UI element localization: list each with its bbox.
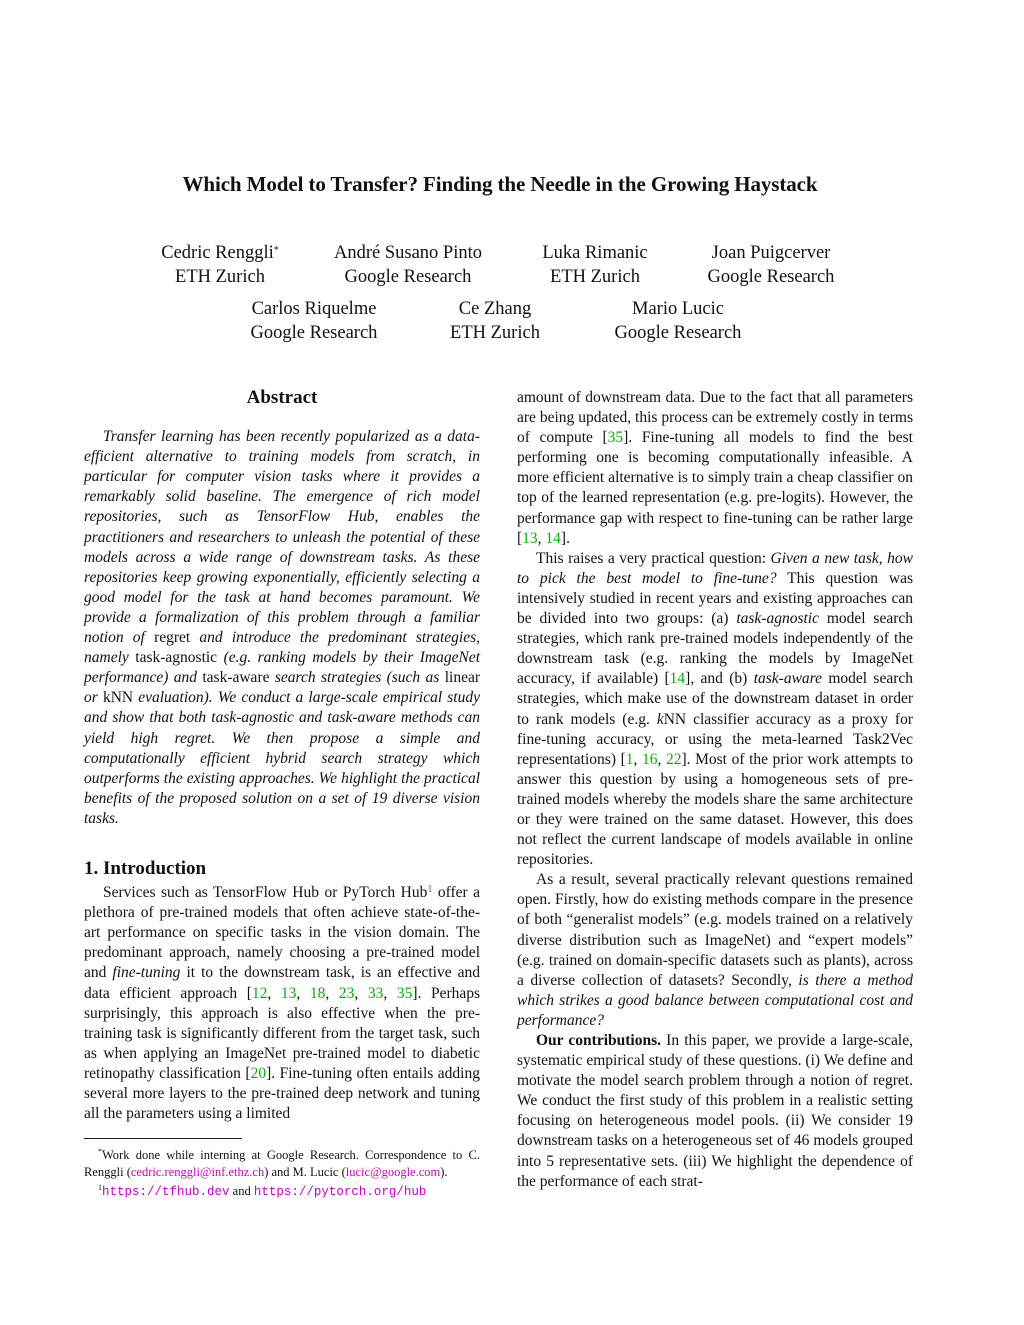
- url-link[interactable]: https://tfhub.dev: [102, 1185, 230, 1200]
- footnote-one: $^1$https://tfhub.dev and https://pytorch.org/hub: [98, 1183, 427, 1200]
- author-name: Mario Lucic: [632, 299, 724, 319]
- citation-link[interactable]: 23: [338, 984, 355, 1002]
- author-affiliation: ETH Zurich: [450, 323, 540, 343]
- body-paragraph: This raises a very practical question: Given a new task, how to pick the best model to fine-tune? This question was intensively studied in recent years and existing approaches can be divided into two groups: (a) task-agnostic model search strategies, which rank pre-trained models independently of the downstream task (e.g. ranking the models by ImageNet accuracy, if available) [14], and (b) task-aware model search strategies, which make use of the downstream dataset in order to rank models (e.g. kNN classifier accuracy as a proxy for fine-tuning accuracy, or using the meta-learned Task2Vec representations) [1, 16, 22]. Most of the prior work attempts to answer this question by using a homogeneous sets of pre-trained models whereby the models share the same architecture or they were trained on the same dataset. However, this does not reflect the current landscape of models available in online repositories.: [517, 549, 914, 869]
- author-block: [238, 297, 390, 345]
- body-paragraph: Our contributions. In this paper, we provide a large-scale, systematic empirical study of these questions. (i) We define and motivate the model search problem through a notion of regret. We conduct the first study of this problem in a realistic setting focusing on heterogeneous model pools. (ii) We consider 19 downstream tasks on a heterogeneous set of 46 models grouped into 5 representative sets. (iii) We highlight the dependence of the performance of each strat-: [517, 1032, 913, 1190]
- author-block: [602, 297, 754, 345]
- author-affiliation: Google Research: [707, 267, 835, 287]
- author-affiliation: Google Research: [344, 267, 472, 287]
- citation-link[interactable]: 16: [641, 750, 658, 768]
- citation-link[interactable]: 18: [309, 984, 326, 1002]
- section-heading: 1. Introduction: [84, 857, 207, 879]
- body-paragraph: As a result, several practically relevant questions remained open. Firstly, how do existing methods compare in the presence of both “generalist models” (e.g. models trained on a relatively diverse distribution such as ImageNet) and “expert models” (e.g. trained on domain-specific datasets such as plants), across a diverse collection of datasets? Secondly, is there a method which strikes a good balance between computational cost and performance?: [517, 871, 914, 1029]
- citation-link[interactable]: 1: [625, 750, 634, 768]
- citation-link[interactable]: 13: [280, 984, 297, 1002]
- author-block: [695, 241, 847, 289]
- citation-link[interactable]: 22: [665, 750, 682, 768]
- citation-link[interactable]: 14: [545, 529, 561, 547]
- citation-link[interactable]: 35: [396, 984, 413, 1002]
- citation-link[interactable]: 20: [250, 1064, 267, 1082]
- footnote-rule: [84, 1138, 242, 1139]
- author-affiliation: ETH Zurich: [175, 267, 265, 287]
- author-name: Ce Zhang: [458, 299, 532, 319]
- author-block: [525, 241, 665, 289]
- paper-title: Which Model to Transfer? Finding the Needle in the Growing Haystack: [182, 172, 818, 196]
- footnotes: [84, 1144, 480, 1201]
- citation-link[interactable]: 12: [251, 984, 268, 1002]
- author-block: [150, 241, 290, 289]
- author-name: Carlos Riquelme: [251, 299, 377, 319]
- citation-link[interactable]: 13: [522, 529, 538, 547]
- email-link[interactable]: lucic@google.com: [345, 1164, 441, 1179]
- citation-link[interactable]: 33: [367, 984, 384, 1002]
- intro-paragraph: Services such as TensorFlow Hub or PyTorch Hub$^1$ offer a plethora of pre-trained models that often achieve state-of-the-art performance on specific tasks in the vision domain. The predominant approach, namely choosing a pre-trained model and fine-tuning it to the downstream task, is an effective and data efficient approach [12, 13, 18, 23, 33, 35]. Perhaps surprisingly, this approach is also effective when the pre-training task is significantly different from the target task, such as when applying an ImageNet pre-trained model to diabetic retinopathy classification [20]. Fine-tuning often entails adding several more layers to the pre-trained deep network and tuning all the parameters using a limited: [84, 884, 481, 1123]
- author-name: André Susano Pinto: [334, 243, 482, 263]
- author-name: Joan Puigcerver: [711, 243, 831, 263]
- author-mark: *: [273, 245, 279, 256]
- author-name: Luka Rimanic: [542, 243, 648, 263]
- author-affiliation: ETH Zurich: [550, 267, 640, 287]
- citation-link[interactable]: 35: [607, 429, 624, 447]
- citation-link[interactable]: 14: [669, 670, 686, 688]
- author-name: Cedric Renggli: [161, 243, 274, 263]
- author-affiliation: Google Research: [250, 323, 378, 343]
- abstract-body: Transfer learning has been recently popularized as a data-efficient alternative to training models from scratch, in particular for computer vision tasks where it provides a remarkably solid baseline. The emergence of rich model repositories, such as TensorFlow Hub, enables the practitioners and researchers to unleash the potential of these models across a wide range of downstream tasks. As these repositories keep growing exponentially, efficiently selecting a good model for the task at hand becomes paramount. We provide a formalization of this problem through a familiar notion of regret and introduce the predominant strategies, namely task-agnostic (e.g. ranking models by their ImageNet performance) and task-aware search strategies (such as linear or kNN evaluation). We conduct a large-scale empirical study and show that both task-agnostic and task-aware methods can yield high regret. We then propose a simple and computationally efficient hybrid search strategy which outperforms the existing approaches. We highlight the practical benefits of the proposed solution on a set of 19 diverse vision tasks.: [84, 428, 481, 827]
- author-affiliation: Google Research: [614, 323, 742, 343]
- abstract-heading: Abstract: [246, 387, 318, 408]
- left-column: [84, 388, 480, 1124]
- author-block: [317, 241, 499, 289]
- author-block: [435, 297, 555, 345]
- url-link[interactable]: https://pytorch.org/hub: [253, 1185, 427, 1200]
- right-column: [517, 388, 913, 1192]
- footnote-ref[interactable]: 1: [427, 884, 433, 896]
- body-paragraph: amount of downstream data. Due to the fact that all parameters are being updated, this process can be extremely costly in terms of compute [35]. Fine-tuning all models to find the best performing one is becoming computationally infeasible. A more efficient alternative is to simply train a cheap classifier on top of the learned representation (e.g. pre-logits). However, the performance gap with respect to fine-tuning can be rather large [13, 14].: [517, 389, 913, 547]
- footnote-star: *Work done while interning at Google Research. Correspondence to C. Renggli (cedric.renggli@inf.ethz.ch) and M. Lucic (lucic@google.com).: [84, 1147, 480, 1179]
- email-link[interactable]: cedric.renggli@inf.ethz.ch: [130, 1164, 265, 1179]
